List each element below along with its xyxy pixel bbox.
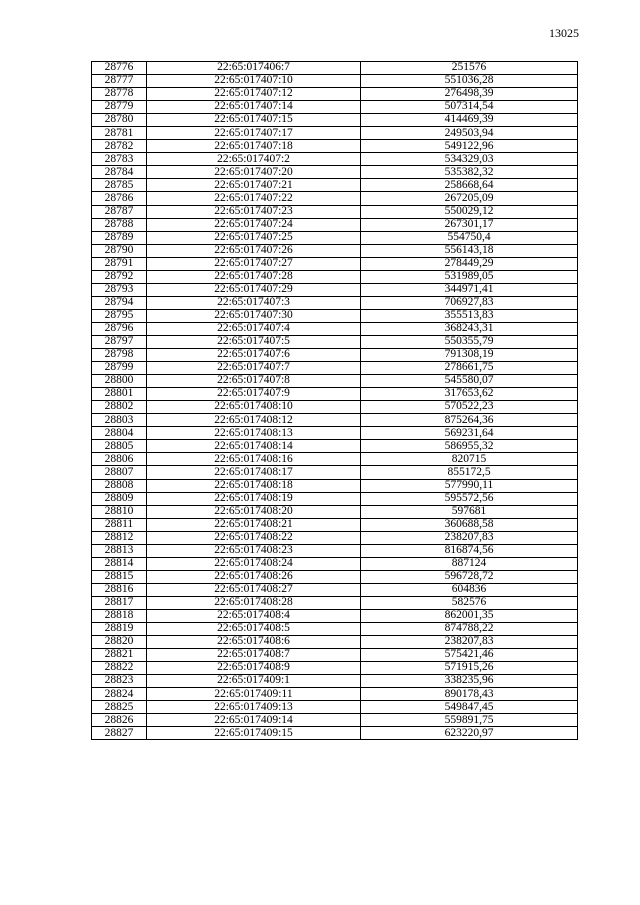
cadastral-number-cell: 22:65:017407:17	[147, 127, 361, 140]
table-row	[92, 557, 578, 570]
cadastral-number-cell: 22:65:017407:22	[147, 192, 361, 205]
table-row	[92, 192, 578, 205]
value-cell: 267205,09	[361, 192, 578, 205]
row-number-cell: 28823	[92, 675, 147, 688]
cadastral-number-cell: 22:65:017408:23	[147, 544, 361, 557]
table-row	[92, 714, 578, 727]
row-number-cell: 28795	[92, 309, 147, 322]
table-row	[92, 335, 578, 348]
table-row	[92, 453, 578, 466]
cadastral-number-cell: 22:65:017408:24	[147, 557, 361, 570]
cadastral-number-cell: 22:65:017408:19	[147, 492, 361, 505]
value-cell: 855172,5	[361, 466, 578, 479]
row-number-cell: 28794	[92, 296, 147, 309]
cadastral-number-cell: 22:65:017409:1	[147, 675, 361, 688]
row-number-cell: 28798	[92, 349, 147, 362]
value-cell: 355513,83	[361, 309, 578, 322]
table-row	[92, 309, 578, 322]
value-cell: 531989,05	[361, 270, 578, 283]
row-number-cell: 28800	[92, 375, 147, 388]
table-row	[92, 518, 578, 531]
value-cell: 571915,26	[361, 662, 578, 675]
cadastral-number-cell: 22:65:017407:26	[147, 244, 361, 257]
value-cell: 549122,96	[361, 140, 578, 153]
row-number-cell: 28777	[92, 75, 147, 88]
cadastral-value-table	[91, 61, 578, 740]
row-number-cell: 28807	[92, 466, 147, 479]
table-row	[92, 570, 578, 583]
table-row	[92, 205, 578, 218]
table-row	[92, 127, 578, 140]
value-cell: 549847,45	[361, 701, 578, 714]
cadastral-number-cell: 22:65:017407:14	[147, 101, 361, 114]
table-row	[92, 218, 578, 231]
row-number-cell: 28776	[92, 62, 147, 75]
table-row	[92, 440, 578, 453]
table-row	[92, 179, 578, 192]
cadastral-number-cell: 22:65:017408:16	[147, 453, 361, 466]
cadastral-number-cell: 22:65:017409:15	[147, 727, 361, 740]
value-cell: 554750,4	[361, 231, 578, 244]
value-cell: 582576	[361, 596, 578, 609]
cadastral-number-cell: 22:65:017407:20	[147, 166, 361, 179]
value-cell: 338235,96	[361, 675, 578, 688]
cadastral-number-cell: 22:65:017407:27	[147, 257, 361, 270]
row-number-cell: 28820	[92, 636, 147, 649]
cadastral-number-cell: 22:65:017407:5	[147, 335, 361, 348]
value-cell: 267301,17	[361, 218, 578, 231]
value-cell: 278661,75	[361, 362, 578, 375]
row-number-cell: 28810	[92, 505, 147, 518]
row-number-cell: 28779	[92, 101, 147, 114]
row-number-cell: 28783	[92, 153, 147, 166]
row-number-cell: 28805	[92, 440, 147, 453]
cadastral-number-cell: 22:65:017408:10	[147, 401, 361, 414]
table-row	[92, 88, 578, 101]
value-cell: 595572,56	[361, 492, 578, 505]
row-number-cell: 28818	[92, 609, 147, 622]
row-number-cell: 28790	[92, 244, 147, 257]
value-cell: 258668,64	[361, 179, 578, 192]
cadastral-number-cell: 22:65:017408:22	[147, 531, 361, 544]
cadastral-number-cell: 22:65:017407:18	[147, 140, 361, 153]
row-number-cell: 28785	[92, 179, 147, 192]
value-cell: 251576	[361, 62, 578, 75]
value-cell: 816874,56	[361, 544, 578, 557]
cadastral-number-cell: 22:65:017407:10	[147, 75, 361, 88]
row-number-cell: 28814	[92, 557, 147, 570]
table-row	[92, 701, 578, 714]
value-cell: 623220,97	[361, 727, 578, 740]
row-number-cell: 28812	[92, 531, 147, 544]
table-row	[92, 140, 578, 153]
cadastral-number-cell: 22:65:017407:6	[147, 349, 361, 362]
value-cell: 575421,46	[361, 649, 578, 662]
table-row	[92, 349, 578, 362]
table-row	[92, 114, 578, 127]
row-number-cell: 28817	[92, 596, 147, 609]
cadastral-number-cell: 22:65:017408:14	[147, 440, 361, 453]
value-cell: 577990,11	[361, 479, 578, 492]
cadastral-number-cell: 22:65:017407:9	[147, 388, 361, 401]
value-cell: 317653,62	[361, 388, 578, 401]
value-cell: 820715	[361, 453, 578, 466]
value-cell: 875264,36	[361, 414, 578, 427]
table-row	[92, 322, 578, 335]
row-number-cell: 28786	[92, 192, 147, 205]
cadastral-number-cell: 22:65:017408:13	[147, 427, 361, 440]
row-number-cell: 28789	[92, 231, 147, 244]
cadastral-number-cell: 22:65:017408:5	[147, 623, 361, 636]
cadastral-number-cell: 22:65:017408:12	[147, 414, 361, 427]
table-row	[92, 427, 578, 440]
value-cell: 596728,72	[361, 570, 578, 583]
cadastral-number-cell: 22:65:017407:7	[147, 362, 361, 375]
cadastral-number-cell: 22:65:017407:15	[147, 114, 361, 127]
table-row	[92, 270, 578, 283]
row-number-cell: 28801	[92, 388, 147, 401]
row-number-cell: 28811	[92, 518, 147, 531]
value-cell: 238207,83	[361, 531, 578, 544]
value-cell: 414469,39	[361, 114, 578, 127]
value-cell: 550029,12	[361, 205, 578, 218]
cadastral-number-cell: 22:65:017408:20	[147, 505, 361, 518]
cadastral-number-cell: 22:65:017407:21	[147, 179, 361, 192]
table-row	[92, 375, 578, 388]
table-row	[92, 296, 578, 309]
value-cell: 862001,35	[361, 609, 578, 622]
cadastral-number-cell: 22:65:017409:11	[147, 688, 361, 701]
table-row	[92, 231, 578, 244]
page-number: 13025	[549, 26, 579, 40]
cadastral-number-cell: 22:65:017407:25	[147, 231, 361, 244]
table-row	[92, 401, 578, 414]
table-row	[92, 283, 578, 296]
value-cell: 569231,64	[361, 427, 578, 440]
cadastral-number-cell: 22:65:017406:7	[147, 62, 361, 75]
row-number-cell: 28784	[92, 166, 147, 179]
row-number-cell: 28813	[92, 544, 147, 557]
value-cell: 545580,07	[361, 375, 578, 388]
value-cell: 368243,31	[361, 322, 578, 335]
row-number-cell: 28799	[92, 362, 147, 375]
table-row	[92, 649, 578, 662]
cadastral-number-cell: 22:65:017408:9	[147, 662, 361, 675]
table-row	[92, 623, 578, 636]
cadastral-number-cell: 22:65:017408:18	[147, 479, 361, 492]
table-row	[92, 688, 578, 701]
cadastral-number-cell: 22:65:017407:28	[147, 270, 361, 283]
value-cell: 360688,58	[361, 518, 578, 531]
row-number-cell: 28803	[92, 414, 147, 427]
table-row	[92, 244, 578, 257]
value-cell: 535382,32	[361, 166, 578, 179]
value-cell: 887124	[361, 557, 578, 570]
table-row	[92, 166, 578, 179]
value-cell: 570522,23	[361, 401, 578, 414]
row-number-cell: 28793	[92, 283, 147, 296]
row-number-cell: 28827	[92, 727, 147, 740]
table-row	[92, 257, 578, 270]
value-cell: 507314,54	[361, 101, 578, 114]
cadastral-number-cell: 22:65:017407:30	[147, 309, 361, 322]
row-number-cell: 28781	[92, 127, 147, 140]
row-number-cell: 28816	[92, 583, 147, 596]
cadastral-number-cell: 22:65:017408:28	[147, 596, 361, 609]
cadastral-number-cell: 22:65:017408:6	[147, 636, 361, 649]
row-number-cell: 28796	[92, 322, 147, 335]
cadastral-number-cell: 22:65:017407:8	[147, 375, 361, 388]
table-row	[92, 596, 578, 609]
value-cell: 706927,83	[361, 296, 578, 309]
value-cell: 534329,03	[361, 153, 578, 166]
value-cell: 278449,29	[361, 257, 578, 270]
row-number-cell: 28787	[92, 205, 147, 218]
row-number-cell: 28806	[92, 453, 147, 466]
value-cell: 586955,32	[361, 440, 578, 453]
cadastral-number-cell: 22:65:017407:23	[147, 205, 361, 218]
row-number-cell: 28826	[92, 714, 147, 727]
value-cell: 276498,39	[361, 88, 578, 101]
table-row	[92, 492, 578, 505]
cadastral-number-cell: 22:65:017409:13	[147, 701, 361, 714]
value-cell: 874788,22	[361, 623, 578, 636]
table-row	[92, 662, 578, 675]
value-cell: 249503,94	[361, 127, 578, 140]
row-number-cell: 28780	[92, 114, 147, 127]
row-number-cell: 28815	[92, 570, 147, 583]
value-cell: 791308,19	[361, 349, 578, 362]
row-number-cell: 28782	[92, 140, 147, 153]
row-number-cell: 28821	[92, 649, 147, 662]
table-row	[92, 636, 578, 649]
row-number-cell: 28802	[92, 401, 147, 414]
table-row	[92, 362, 578, 375]
table-row	[92, 75, 578, 88]
row-number-cell: 28824	[92, 688, 147, 701]
row-number-cell: 28797	[92, 335, 147, 348]
cadastral-number-cell: 22:65:017407:4	[147, 322, 361, 335]
cadastral-number-cell: 22:65:017408:4	[147, 609, 361, 622]
cadastral-number-cell: 22:65:017407:3	[147, 296, 361, 309]
value-cell: 604836	[361, 583, 578, 596]
table-row	[92, 505, 578, 518]
cadastral-number-cell: 22:65:017408:26	[147, 570, 361, 583]
value-cell: 556143,18	[361, 244, 578, 257]
row-number-cell: 28819	[92, 623, 147, 636]
row-number-cell: 28792	[92, 270, 147, 283]
row-number-cell: 28808	[92, 479, 147, 492]
table-row	[92, 388, 578, 401]
row-number-cell: 28809	[92, 492, 147, 505]
row-number-cell: 28791	[92, 257, 147, 270]
table-row	[92, 675, 578, 688]
table-row	[92, 101, 578, 114]
row-number-cell: 28778	[92, 88, 147, 101]
cadastral-number-cell: 22:65:017408:21	[147, 518, 361, 531]
value-cell: 559891,75	[361, 714, 578, 727]
cadastral-number-cell: 22:65:017407:2	[147, 153, 361, 166]
table-row	[92, 583, 578, 596]
row-number-cell: 28825	[92, 701, 147, 714]
table-row	[92, 544, 578, 557]
cadastral-number-cell: 22:65:017409:14	[147, 714, 361, 727]
table-body	[92, 62, 578, 740]
cadastral-number-cell: 22:65:017407:24	[147, 218, 361, 231]
cadastral-number-cell: 22:65:017408:27	[147, 583, 361, 596]
value-cell: 551036,28	[361, 75, 578, 88]
table-row	[92, 727, 578, 740]
table-row	[92, 62, 578, 75]
cadastral-number-cell: 22:65:017408:7	[147, 649, 361, 662]
table-row	[92, 609, 578, 622]
table-row	[92, 153, 578, 166]
table-row	[92, 414, 578, 427]
row-number-cell: 28804	[92, 427, 147, 440]
value-cell: 597681	[361, 505, 578, 518]
value-cell: 890178,43	[361, 688, 578, 701]
value-cell: 344971,41	[361, 283, 578, 296]
value-cell: 238207,83	[361, 636, 578, 649]
value-cell: 550355,79	[361, 335, 578, 348]
cadastral-number-cell: 22:65:017408:17	[147, 466, 361, 479]
row-number-cell: 28788	[92, 218, 147, 231]
table-row	[92, 531, 578, 544]
table-row	[92, 479, 578, 492]
row-number-cell: 28822	[92, 662, 147, 675]
cadastral-number-cell: 22:65:017407:12	[147, 88, 361, 101]
table-row	[92, 466, 578, 479]
cadastral-number-cell: 22:65:017407:29	[147, 283, 361, 296]
